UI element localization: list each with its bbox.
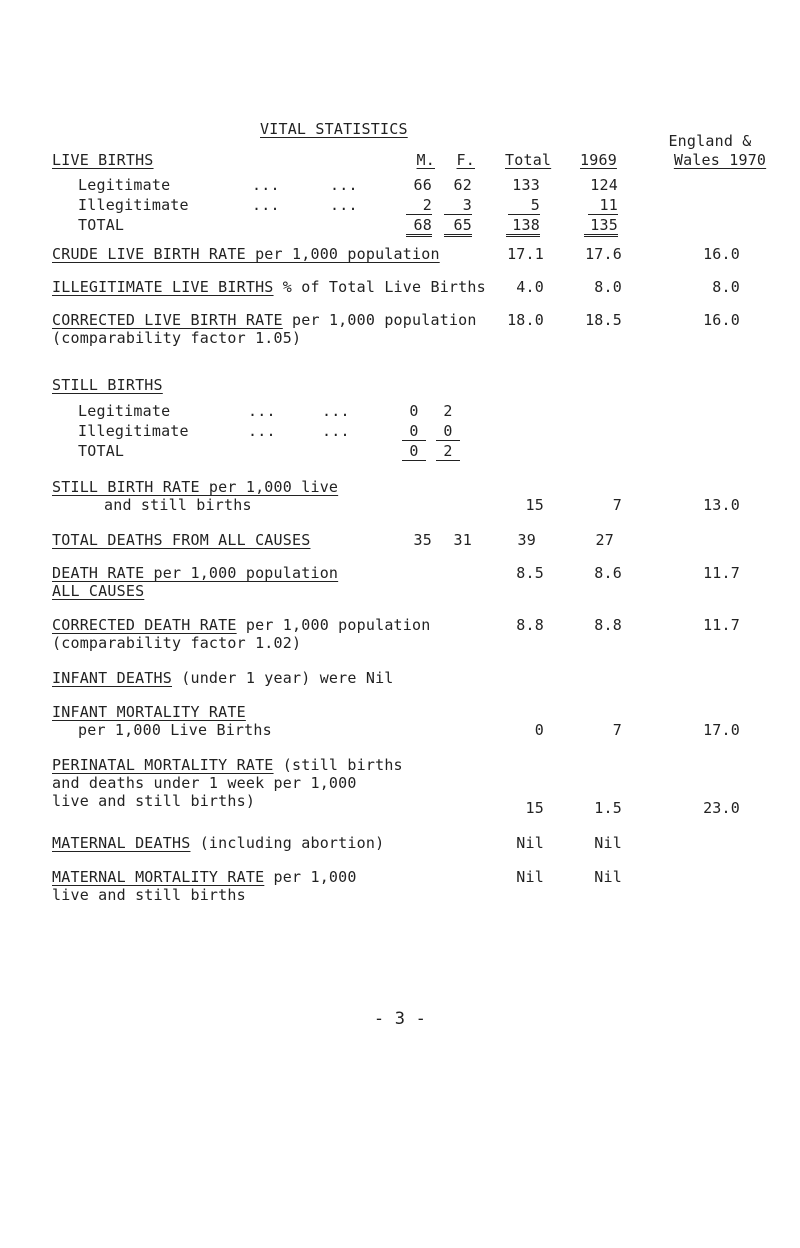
- maternal-deaths-heading: MATERNAL DEATHS: [52, 834, 191, 852]
- death-rate-1969: 8.6: [594, 564, 622, 582]
- page-number: - 3 -: [373, 1009, 427, 1029]
- corrected-birth-rate-england: 16.0: [703, 311, 740, 329]
- maternal-mortality-total: Nil: [516, 868, 544, 886]
- infant-mortality-england: 17.0: [703, 721, 740, 739]
- corrected-death-rate-total: 8.8: [516, 616, 544, 634]
- still-birth-rate-label: STILL BIRTH RATE per 1,000 live: [52, 478, 339, 496]
- crude-birth-rate-total: 17.1: [507, 245, 544, 263]
- dot-leader: ...: [248, 422, 276, 440]
- corrected-death-rate-factor: (comparability factor 1.02): [52, 634, 302, 652]
- still-births-total-label: TOTAL: [78, 442, 125, 460]
- infant-deaths-rest: (under 1 year) were Nil: [181, 669, 394, 687]
- death-rate-total: 8.5: [516, 564, 544, 582]
- illegitimate-rate-1969: 8.0: [594, 278, 622, 296]
- male-column-header: M.: [416, 151, 435, 169]
- infant-mortality-total: 0: [534, 721, 544, 739]
- live-births-total-1969: 135: [584, 216, 618, 237]
- perinatal-england: 23.0: [703, 799, 740, 817]
- maternal-deaths-total: Nil: [516, 834, 544, 852]
- maternal-deaths-rest: (including abortion): [199, 834, 385, 852]
- corrected-birth-rate-1969: 18.5: [585, 311, 622, 329]
- corrected-birth-rate-heading: CORRECTED LIVE BIRTH RATE: [52, 311, 283, 329]
- illegitimate-female: 3: [444, 196, 472, 215]
- dot-leader: ...: [248, 402, 276, 420]
- maternal-deaths-1969: Nil: [594, 834, 622, 852]
- perinatal-total: 15: [525, 799, 544, 817]
- still-legitimate-female: 2: [443, 402, 453, 420]
- illegitimate-rate-england: 8.0: [712, 278, 740, 296]
- still-birth-rate-label-2: and still births: [104, 496, 252, 514]
- total-deaths-male: 35: [413, 531, 432, 549]
- infant-deaths-label: [52, 669, 394, 687]
- death-rate-label-2: ALL CAUSES: [52, 582, 145, 600]
- corrected-death-rate-england: 11.7: [703, 616, 740, 634]
- total-deaths-1969: 27: [595, 531, 614, 549]
- corrected-birth-rate-factor: (comparability factor 1.05): [52, 329, 302, 347]
- illegitimate-label: Illegitimate: [78, 196, 189, 214]
- legitimate-label: Legitimate: [78, 176, 171, 194]
- live-births-heading: LIVE BIRTHS: [52, 151, 154, 169]
- still-illegitimate-label: Illegitimate: [78, 422, 189, 440]
- perinatal-label-2: and deaths under 1 week per 1,000: [52, 774, 357, 792]
- illegitimate-rate-label-rest: % of Total Live Births: [282, 278, 486, 296]
- maternal-mortality-1969: Nil: [594, 868, 622, 886]
- total-column-header: Total: [505, 151, 552, 169]
- still-birth-rate-total: 15: [525, 496, 544, 514]
- maternal-mortality-label: [52, 868, 357, 886]
- illegitimate-rate-label: [52, 278, 486, 296]
- perinatal-label: [52, 756, 403, 774]
- still-illegitimate-female: 0: [436, 422, 460, 441]
- live-births-total-total: 138: [506, 216, 540, 237]
- illegitimate-rate-total: 4.0: [516, 278, 544, 296]
- england-wales-header-2: Wales 1970: [673, 151, 767, 169]
- legitimate-male: 66: [413, 176, 432, 194]
- maternal-mortality-label-2: live and still births: [52, 886, 246, 904]
- death-rate-england: 11.7: [703, 564, 740, 582]
- corrected-birth-rate-rest: per 1,000 population: [292, 311, 477, 329]
- corrected-death-rate-label: [52, 616, 430, 634]
- dot-leader: ...: [330, 176, 358, 194]
- illegitimate-male: 2: [406, 196, 432, 215]
- still-births-heading: STILL BIRTHS: [52, 376, 163, 394]
- still-legitimate-male: 0: [409, 402, 419, 420]
- crude-birth-rate-england: 16.0: [703, 245, 740, 263]
- total-deaths-total: 39: [517, 531, 536, 549]
- maternal-deaths-label: [52, 834, 384, 852]
- death-rate-label: DEATH RATE per 1,000 population: [52, 564, 339, 582]
- dot-leader: ...: [252, 196, 280, 214]
- perinatal-heading: PERINATAL MORTALITY RATE: [52, 756, 274, 774]
- female-column-header: F.: [456, 151, 475, 169]
- crude-birth-rate-label: CRUDE LIVE BIRTH RATE per 1,000 population: [52, 245, 440, 263]
- corrected-death-rate-heading: CORRECTED DEATH RATE: [52, 616, 237, 634]
- illegitimate-1969: 11: [588, 196, 618, 215]
- legitimate-total: 133: [512, 176, 540, 194]
- maternal-mortality-rest: per 1,000: [273, 868, 357, 886]
- illegitimate-rate-label-heading: ILLEGITIMATE LIVE BIRTHS: [52, 278, 274, 296]
- corrected-death-rate-rest: per 1,000 population: [245, 616, 431, 634]
- total-deaths-label: TOTAL DEATHS FROM ALL CAUSES: [52, 531, 311, 549]
- dot-leader: ...: [252, 176, 280, 194]
- still-birth-rate-england: 13.0: [703, 496, 740, 514]
- still-births-total-female: 2: [436, 442, 460, 461]
- year-1969-column-header: 1969: [580, 151, 617, 169]
- still-birth-rate-1969: 7: [612, 496, 622, 514]
- live-births-total-female: 65: [444, 216, 472, 237]
- perinatal-label-3: live and still births): [52, 792, 256, 810]
- corrected-birth-rate-total: 18.0: [507, 311, 544, 329]
- legitimate-female: 62: [453, 176, 472, 194]
- still-illegitimate-male: 0: [402, 422, 426, 441]
- infant-deaths-heading: INFANT DEATHS: [52, 669, 172, 687]
- still-births-total-male: 0: [402, 442, 426, 461]
- infant-mortality-label-2: per 1,000 Live Births: [78, 721, 272, 739]
- live-births-total-label: TOTAL: [78, 216, 125, 234]
- crude-birth-rate-1969: 17.6: [585, 245, 622, 263]
- dot-leader: ...: [330, 196, 358, 214]
- corrected-death-rate-1969: 8.8: [594, 616, 622, 634]
- illegitimate-total: 5: [508, 196, 540, 215]
- infant-mortality-label: INFANT MORTALITY RATE: [52, 703, 246, 721]
- still-legitimate-label: Legitimate: [78, 402, 171, 420]
- infant-mortality-1969: 7: [612, 721, 622, 739]
- live-births-total-male: 68: [406, 216, 432, 237]
- dot-leader: ...: [322, 402, 350, 420]
- legitimate-1969: 124: [590, 176, 618, 194]
- total-deaths-female: 31: [453, 531, 472, 549]
- page-title: VITAL STATISTICS: [260, 120, 408, 138]
- england-wales-header-1: England &: [668, 132, 752, 150]
- dot-leader: ...: [322, 422, 350, 440]
- perinatal-label-rest: (still births: [282, 756, 403, 774]
- corrected-birth-rate-label: [52, 311, 477, 329]
- maternal-mortality-heading: MATERNAL MORTALITY RATE: [52, 868, 265, 886]
- perinatal-1969: 1.5: [594, 799, 622, 817]
